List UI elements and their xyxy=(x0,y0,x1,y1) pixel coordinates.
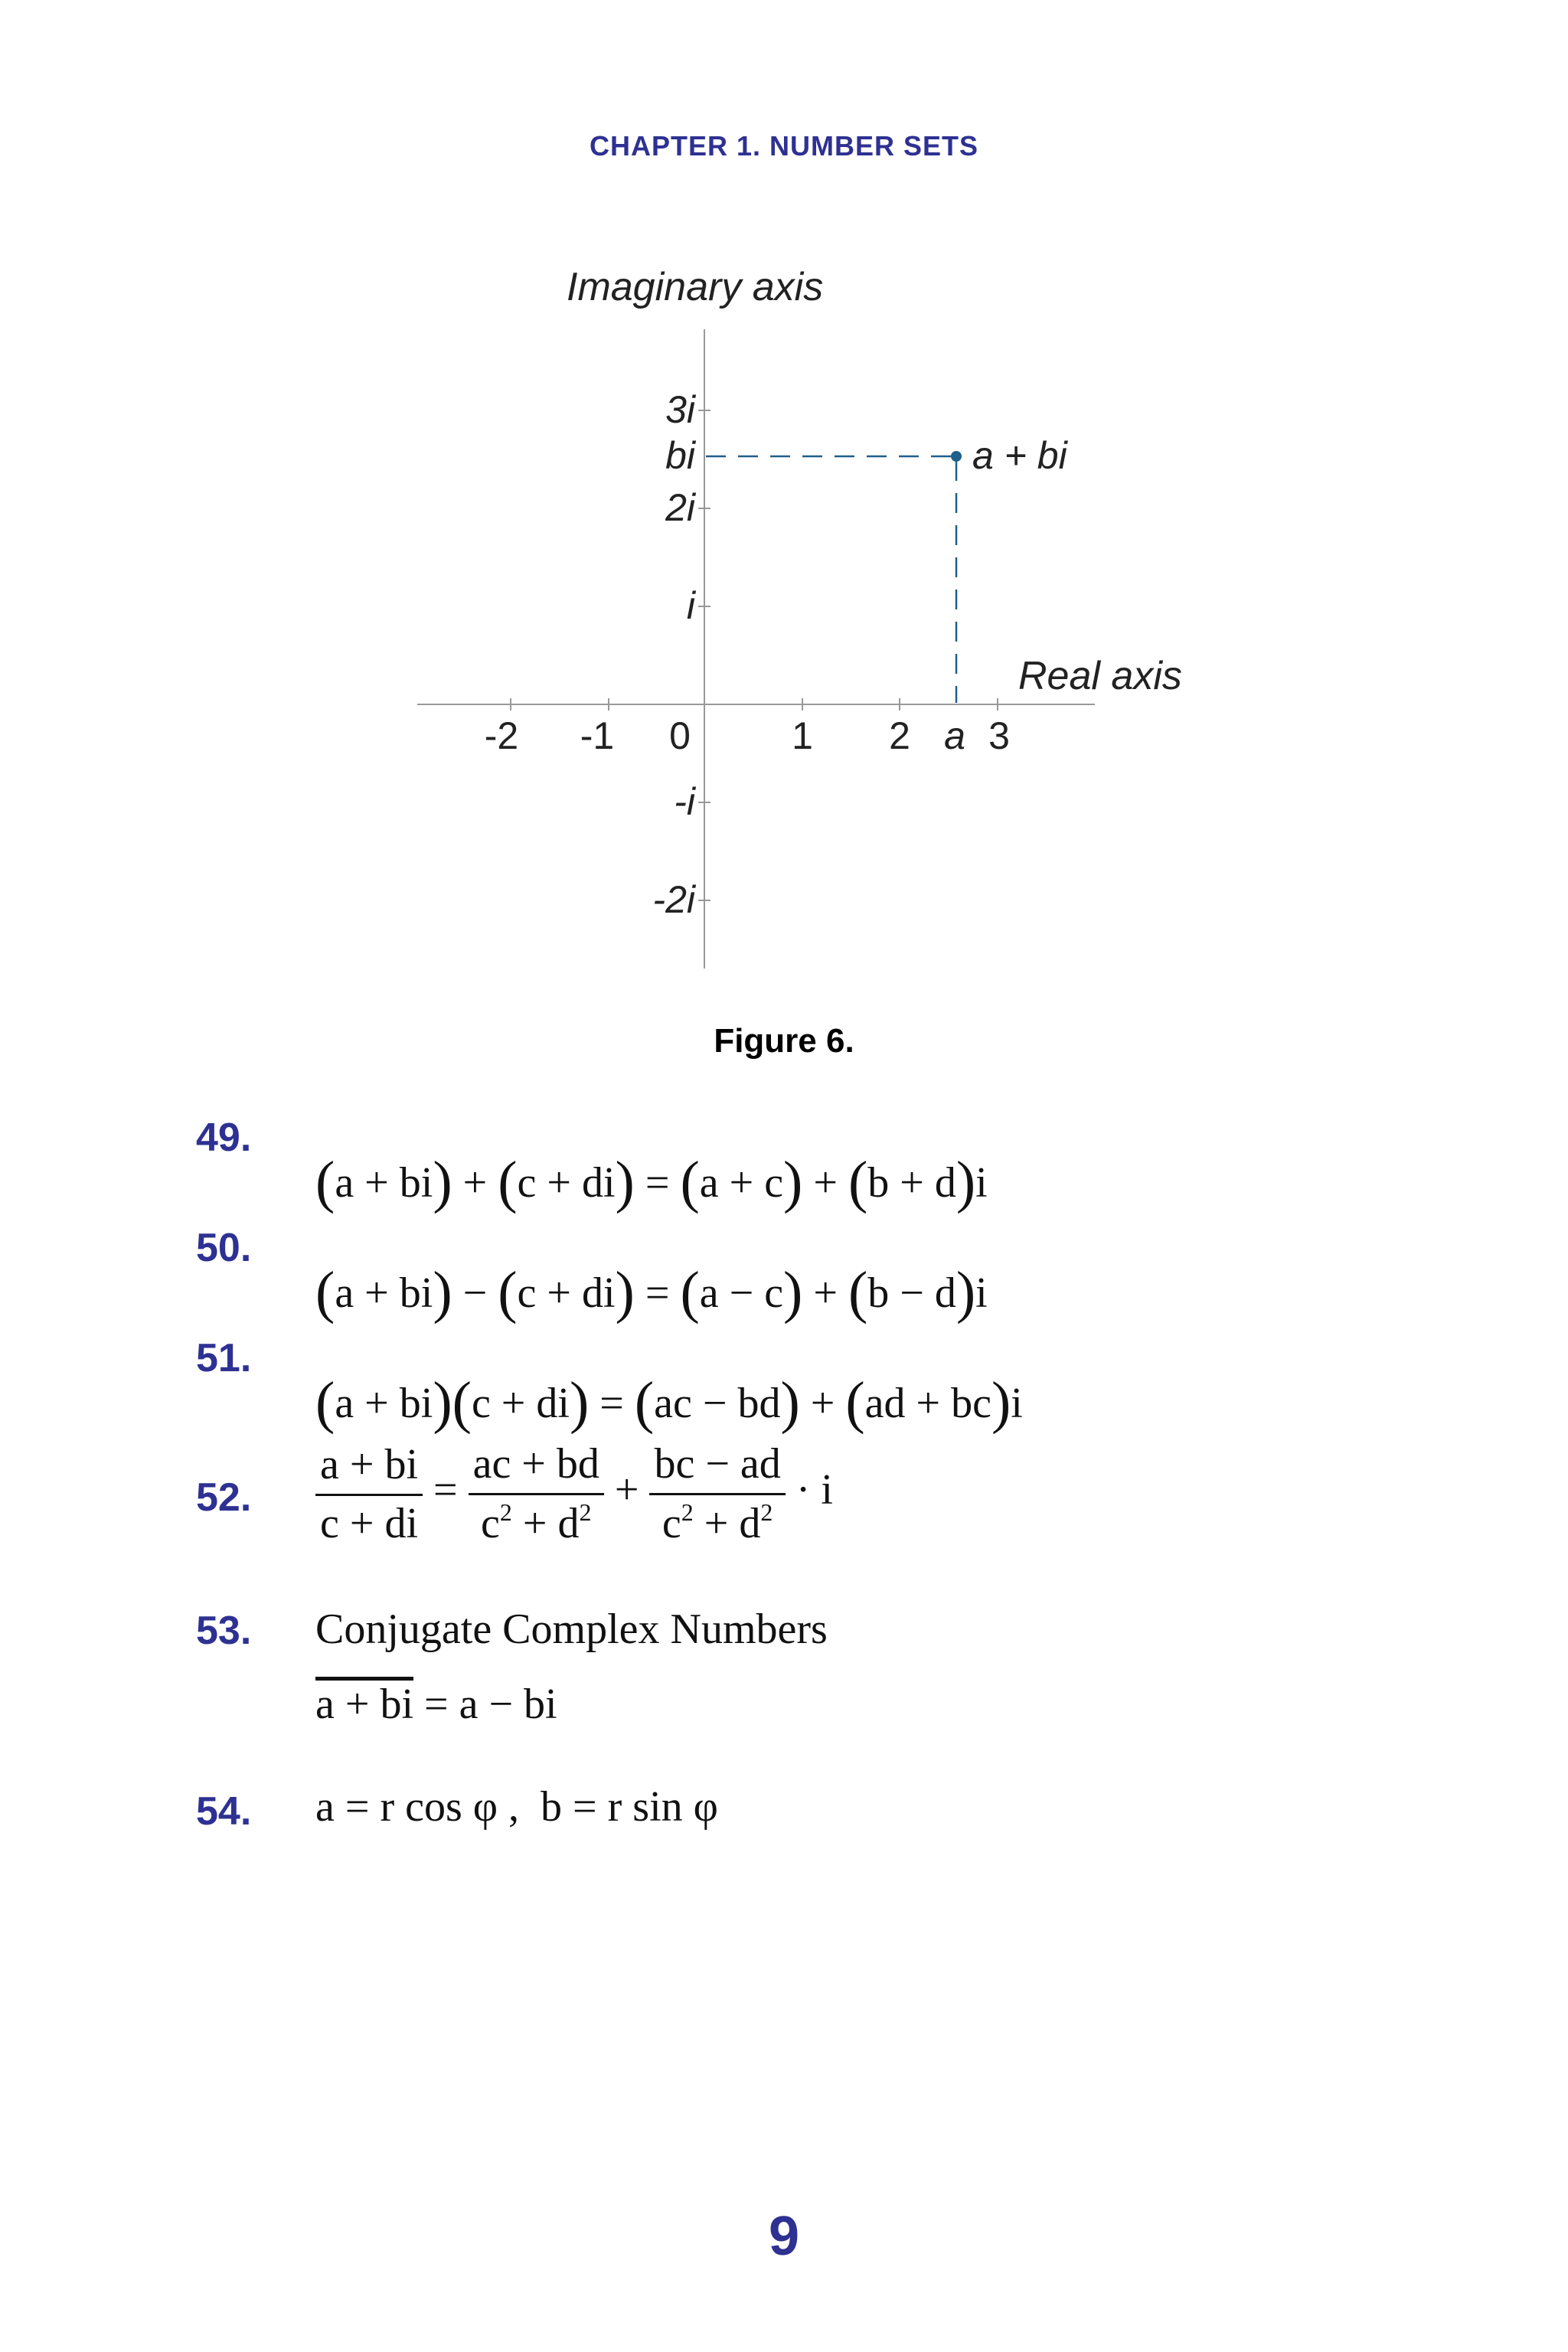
fraction-term-1: $\frac{ac + bd}{c^2 + d^2}$ xyxy=(469,1439,604,1548)
y-tick-label: bi xyxy=(665,434,695,477)
formula-number: 52. xyxy=(196,1475,252,1520)
x-tick-label: 2 xyxy=(889,714,910,757)
paren: ( xyxy=(315,1150,335,1214)
x-tick-label: -1 xyxy=(580,714,615,757)
formula-49: (a + bi) + (c + di) = (a + c) + (b + d)i xyxy=(315,1150,988,1214)
page-number: 9 xyxy=(768,2206,800,2267)
formula-50: (a + bi) − (c + di) = (a − c) + (b − d)i xyxy=(315,1260,988,1325)
chapter-header: CHAPTER 1. NUMBER SETS xyxy=(589,130,979,162)
formula-number: 50. xyxy=(196,1226,252,1270)
x-tick-label: 0 xyxy=(669,714,691,757)
conjugate-overline: a + bi xyxy=(315,1681,413,1728)
x-tick-label: -2 xyxy=(484,714,519,757)
y-tick-label: i xyxy=(686,584,695,627)
y-tick-label: 3i xyxy=(665,388,695,431)
x-axis-label: Real axis xyxy=(1018,654,1182,698)
figure-caption: Figure 6. xyxy=(714,1022,854,1060)
formula-number: 51. xyxy=(196,1336,252,1380)
fraction-term-2: $\frac{bc - ad}{c^2 + d^2}$ xyxy=(649,1439,785,1548)
section-title-conjugate: Conjugate Complex Numbers xyxy=(315,1606,828,1653)
x-tick-label: 3 xyxy=(988,714,1010,757)
point-label: a + bi xyxy=(972,434,1067,477)
fraction-lhs: $\frac{a + bi}{c + di}$ xyxy=(315,1440,423,1548)
formula-52: $\frac{a + bi}{c + di}$ = $\frac{ac + bd}{c^2 + d^2}$ + $\frac{bc - ad}{c^2 + d^2}$ · i xyxy=(315,1439,833,1548)
formula-number: 54. xyxy=(196,1789,252,1834)
formula-number: 49. xyxy=(196,1116,252,1160)
y-axis-label: Imaginary axis xyxy=(567,265,824,309)
y-tick-label: -2i xyxy=(652,878,695,921)
point-a-plus-bi xyxy=(951,451,962,462)
x-tick-label: 1 xyxy=(792,714,813,757)
formula-51: (a + bi)(c + di) = (ac − bd) + (ad + bc)i xyxy=(315,1370,1023,1435)
x-tick-label: a xyxy=(944,714,965,757)
y-tick-label: 2i xyxy=(665,486,695,529)
complex-plane-figure xyxy=(0,230,1568,1026)
y-tick-label: -i xyxy=(674,780,695,823)
formula-54: a = r cos φ , b = r sin φ xyxy=(315,1783,718,1831)
formula-number: 53. xyxy=(196,1609,252,1653)
formula-53: a + bi = a − bi xyxy=(315,1681,557,1728)
